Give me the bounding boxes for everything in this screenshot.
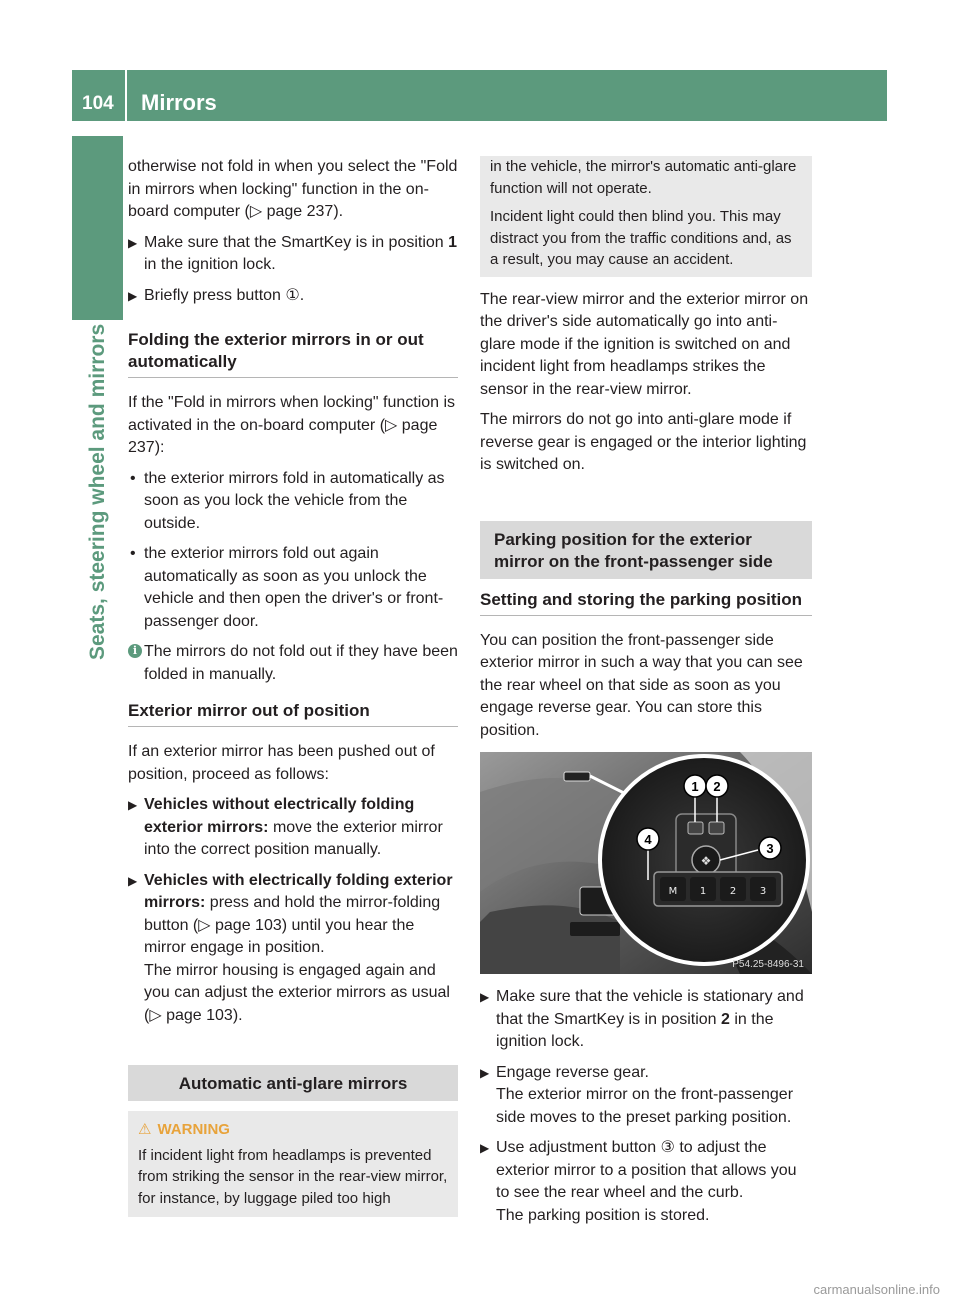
section-intro: You can position the front-passenger side exterior mirror in such a way that you can see the rear wheel on that side as soon as you engage reverse gear. You can store this position. <box>480 631 803 739</box>
step-text: Make sure that the vehicle is stationary and that the SmartKey is in position <box>496 988 804 1028</box>
page-number: 104 <box>82 93 114 114</box>
info-text: The mirrors do not fold out if they have been folded in manually. <box>144 643 458 683</box>
door-pocket <box>480 905 620 974</box>
step-arrow-icon: ▶ <box>128 798 138 812</box>
step-item <box>128 794 458 862</box>
step-item <box>128 285 458 308</box>
step-item <box>480 1137 812 1227</box>
step-item <box>480 986 812 1054</box>
step-arrow-icon: ▶ <box>128 235 138 250</box>
subsection-heading: Setting and storing the parking position <box>480 589 812 616</box>
bullet-icon: • <box>130 545 136 562</box>
section-heading: Folding the exterior mirrors in or out automatically <box>128 329 458 378</box>
section-intro: If an exterior mirror has been pushed out of position, proceed as follows: <box>128 743 435 783</box>
section-heading: Automatic anti-glare mirrors <box>128 1065 458 1101</box>
section-heading: Parking position for the exterior mirror on the front-passenger side <box>480 521 812 579</box>
bullet-item <box>128 468 458 536</box>
window-switch <box>570 922 620 936</box>
svg-text:1: 1 <box>691 779 699 794</box>
memory-label: 3 <box>759 886 767 897</box>
step-text: Engage reverse gear. <box>496 1063 649 1081</box>
step-text: in the ignition lock. <box>496 1010 774 1050</box>
left-mirror-button <box>688 822 703 834</box>
paragraph: The rear-view mirror and the exterior mirror on the driver's side automatically go into anti-glare mode if the ignition is switched on and incident light from headlamps strikes the sensor in the rear-view mirror. <box>480 290 809 398</box>
step-bold: Vehicles with electrically folding exterior mirrors: <box>144 871 453 911</box>
step-item <box>128 232 458 277</box>
step-text: Use adjustment button ③ to adjust the exterior mirror to a position that allows you to see the rear wheel and the curb. <box>496 1139 797 1201</box>
side-tab-marker <box>72 136 123 320</box>
seat-switch-small <box>564 772 590 781</box>
svg-text:4: 4 <box>644 832 652 847</box>
bullet-text: the exterior mirrors fold out again automatically as soon as you unlock the vehicle and then open the driver's or front-passenger door. <box>144 545 444 630</box>
step-item <box>480 1062 812 1130</box>
step-text: in the ignition lock. <box>144 256 276 273</box>
intro-text: otherwise not fold in when you select the "Fold in mirrors when locking" function in the on-board computer (▷ page 237). <box>128 158 458 220</box>
figure-code: P54.25-8496-31 <box>732 959 804 970</box>
step-item <box>128 870 458 1028</box>
right-column <box>480 156 812 1235</box>
bullet-icon: • <box>130 469 136 487</box>
warning-icon: ⚠ <box>138 1121 152 1138</box>
page-title: Mirrors <box>141 90 217 115</box>
chapter-label-text: Seats, steering wheel and mirrors <box>86 323 109 660</box>
step-arrow-icon: ▶ <box>480 990 490 1004</box>
header-divider <box>125 70 127 121</box>
memory-label: M <box>668 886 678 897</box>
warning-text: If incident light from headlamps is prevented from striking the sensor in the rear-view mirror, for instance, by luggage piled too high <box>138 1146 448 1207</box>
warning-title <box>138 1119 448 1141</box>
step-bold: 2 <box>721 1010 730 1028</box>
door-controls-photo <box>480 752 812 974</box>
warning-title-text: WARNING <box>157 1121 230 1138</box>
step-arrow-icon: ▶ <box>480 1065 490 1080</box>
memory-label: 2 <box>729 886 737 897</box>
bullet-text: the exterior mirrors fold in automatically as soon as you lock the vehicle from the outside. <box>144 469 445 532</box>
step-text: The mirror housing is engaged again and you can adjust the exterior mirrors as usual (▷ page 103). <box>144 961 450 1024</box>
memory-label: 1 <box>699 886 707 897</box>
step-text: The parking position is stored. <box>496 1206 710 1224</box>
step-arrow-icon: ▶ <box>128 873 138 888</box>
svg-text:2: 2 <box>713 779 721 794</box>
step-text: Make sure that the SmartKey is in position <box>144 233 449 251</box>
svg-text:3: 3 <box>766 841 774 856</box>
section-intro: If the "Fold in mirrors when locking" function is activated in the on-board computer (▷ page 237): <box>128 394 456 456</box>
door-controls-illustration <box>480 752 812 974</box>
warning-text: Incident light could then blind you. This may distract you from the traffic conditions and, as a result, you may cause an accident. <box>490 208 792 268</box>
info-note <box>128 641 458 686</box>
step-text: move the exterior mirror into the correct position manually. <box>144 818 443 858</box>
right-mirror-button <box>709 822 724 834</box>
bullet-item <box>128 543 458 633</box>
step-bold: 1 <box>448 233 458 251</box>
step-arrow-icon: ▶ <box>480 1141 490 1155</box>
footer-watermark-area <box>0 1280 960 1302</box>
warning-box <box>128 1111 458 1217</box>
warning-box-continued <box>480 156 812 277</box>
adjustment-arrows-icon: ❖ <box>700 854 712 868</box>
step-text: press and hold the mirror-folding button (▷ page 103) until you hear the mirror engage in position. <box>144 894 441 956</box>
section-heading: Exterior mirror out of position <box>128 700 458 727</box>
step-text: The exterior mirror on the front-passenger side moves to the preset parking position. <box>496 1086 794 1126</box>
left-column <box>128 156 458 1217</box>
step-text: Briefly press button ①. <box>144 286 305 304</box>
step-arrow-icon: ▶ <box>128 288 138 303</box>
step-bold: Vehicles without electrically folding exterior mirrors: <box>144 796 415 836</box>
footer-watermark: carmanualsonline.info <box>813 1282 940 1297</box>
paragraph: The mirrors do not go into anti-glare mode if reverse gear is engaged or the interior lighting is switched on. <box>480 411 807 473</box>
info-icon: i <box>128 644 142 658</box>
warning-text: in the vehicle, the mirror's automatic anti-glare function will not operate. <box>490 158 797 197</box>
